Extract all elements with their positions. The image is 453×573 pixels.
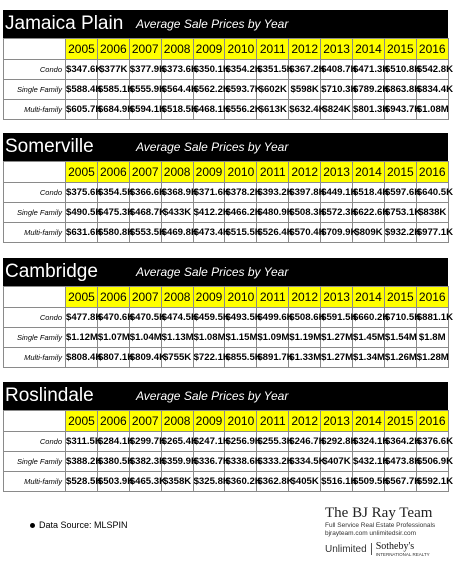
price-cell: $246.7K: [289, 432, 321, 452]
city-table-3: [3, 382, 453, 492]
price-cell: $469.8K: [161, 223, 193, 243]
price-cell: $1.09M: [257, 328, 289, 348]
price-cell: $943.7K: [384, 100, 416, 120]
price-grid: [3, 410, 453, 492]
year-header-row: [4, 287, 449, 308]
price-cell: $564.4K: [161, 80, 193, 100]
price-cell: $684.9K: [97, 100, 129, 120]
year-label: 2011: [257, 411, 289, 432]
year-label: 2015: [384, 411, 416, 432]
year-label: 2008: [161, 287, 193, 308]
price-cell: $333.2K: [257, 452, 289, 472]
row-label: Multi-family: [4, 223, 66, 243]
price-cell: $631.6K: [66, 223, 98, 243]
price-cell: $468.1K: [193, 100, 225, 120]
year-label: 2015: [384, 287, 416, 308]
row-label: Multi-family: [4, 348, 66, 368]
price-cell: $334.5K: [289, 452, 321, 472]
price-cell: $475.3K: [97, 203, 129, 223]
row-label: Multi-family: [4, 100, 66, 120]
price-cell: $640.5K: [416, 183, 448, 203]
bullet-icon: [30, 523, 35, 528]
price-cell: $528.5K: [66, 472, 98, 492]
price-cell: $1.27M: [321, 348, 353, 368]
city-table-1: [3, 133, 453, 243]
price-cell: $351.5K: [257, 60, 289, 80]
price-cell: $1.08M: [416, 100, 448, 120]
year-label: 2008: [161, 39, 193, 60]
year-label: 2007: [129, 162, 161, 183]
table-row: [4, 452, 449, 472]
corner-cell: [4, 162, 66, 183]
price-cell: $324.1K: [353, 432, 385, 452]
table-header: [3, 133, 448, 161]
year-label: 2012: [289, 411, 321, 432]
data-source-note: [30, 520, 128, 530]
price-cell: $881.1K: [416, 308, 448, 328]
price-cell: $556.2K: [225, 100, 257, 120]
price-cell: $408.7K: [321, 60, 353, 80]
price-cell: $373.6K: [161, 60, 193, 80]
year-label: 2013: [321, 411, 353, 432]
brand-sothebys-group: [376, 541, 430, 557]
price-cell: $1.08M: [193, 328, 225, 348]
price-cell: $807.1K: [97, 348, 129, 368]
row-label: Single Family: [4, 452, 66, 472]
price-cell: $292.8K: [321, 432, 353, 452]
price-cell: $1.04M: [129, 328, 161, 348]
table-row: [4, 223, 449, 243]
row-label: Condo: [4, 432, 66, 452]
price-cell: $499.6K: [257, 308, 289, 328]
price-cell: $572.3K: [321, 203, 353, 223]
price-cell: $433K: [161, 203, 193, 223]
price-cell: $824K: [321, 100, 353, 120]
price-cell: $622.6K: [353, 203, 385, 223]
price-cell: $588.4K: [66, 80, 98, 100]
city-table-0: [3, 10, 453, 120]
year-label: 2016: [416, 162, 448, 183]
price-cell: $362.8K: [257, 472, 289, 492]
year-label: 2013: [321, 287, 353, 308]
year-label: 2008: [161, 162, 193, 183]
price-cell: $284.1K: [97, 432, 129, 452]
year-label: 2005: [66, 287, 98, 308]
table-row: [4, 432, 449, 452]
price-cell: $508.6K: [289, 308, 321, 328]
price-grid: [3, 161, 453, 243]
price-cell: $477.8K: [66, 308, 98, 328]
price-cell: $412.2K: [193, 203, 225, 223]
table-row: [4, 328, 449, 348]
table-header: [3, 382, 448, 410]
price-cell: $580.8K: [97, 223, 129, 243]
year-label: 2011: [257, 162, 289, 183]
price-cell: $863.8K: [384, 80, 416, 100]
price-cell: $597.6K: [384, 183, 416, 203]
price-cell: $1.28M: [416, 348, 448, 368]
year-label: 2016: [416, 411, 448, 432]
city-title: Jamaica Plain: [5, 13, 124, 34]
year-label: 2014: [353, 162, 385, 183]
price-cell: $515.5K: [225, 223, 257, 243]
table-header: [3, 10, 448, 38]
price-cell: $855.5K: [225, 348, 257, 368]
price-cell: $388.2K: [66, 452, 98, 472]
year-label: 2013: [321, 39, 353, 60]
year-label: 2012: [289, 287, 321, 308]
year-label: 2015: [384, 39, 416, 60]
price-cell: $465.3K: [129, 472, 161, 492]
table-row: [4, 100, 449, 120]
price-cell: $506.9K: [416, 452, 448, 472]
year-header-row: [4, 39, 449, 60]
price-cell: $350.1K: [193, 60, 225, 80]
price-cell: $605.7K: [66, 100, 98, 120]
price-cell: $613K: [257, 100, 289, 120]
brand-divider: [371, 543, 372, 555]
table-row: [4, 203, 449, 223]
year-label: 2016: [416, 287, 448, 308]
price-cell: $256.9K: [225, 432, 257, 452]
price-cell: $809K: [353, 223, 385, 243]
table-row: [4, 472, 449, 492]
city-table-2: [3, 258, 453, 368]
corner-cell: [4, 39, 66, 60]
price-cell: $977.1K: [416, 223, 448, 243]
price-cell: $1.12M: [66, 328, 98, 348]
price-cell: $366.6K: [129, 183, 161, 203]
team-tagline: Full Service Real Estate Professionals: [325, 522, 436, 529]
year-label: 2010: [225, 39, 257, 60]
price-cell: $593.7K: [225, 80, 257, 100]
year-label: 2005: [66, 411, 98, 432]
price-cell: $508.3K: [289, 203, 321, 223]
price-cell: $1.07M: [97, 328, 129, 348]
table-row: [4, 80, 449, 100]
table-row: [4, 183, 449, 203]
price-cell: $397.8K: [289, 183, 321, 203]
brand-logo: [325, 505, 447, 557]
price-cell: $247.1K: [193, 432, 225, 452]
price-cell: $371.6K: [193, 183, 225, 203]
price-cell: $473.4K: [193, 223, 225, 243]
brokerage-brand: [325, 541, 447, 557]
price-cell: $336.7K: [193, 452, 225, 472]
price-cell: $592.1K: [416, 472, 448, 492]
price-cell: $1.19M: [289, 328, 321, 348]
year-label: 2009: [193, 39, 225, 60]
corner-cell: [4, 287, 66, 308]
city-title: Somerville: [5, 136, 94, 157]
price-cell: $1.33M: [289, 348, 321, 368]
price-cell: $518.5K: [161, 100, 193, 120]
price-cell: $526.4K: [257, 223, 289, 243]
price-cell: $377.9K: [129, 60, 161, 80]
table-header: [3, 258, 448, 286]
price-cell: $265.4K: [161, 432, 193, 452]
year-label: 2007: [129, 411, 161, 432]
year-label: 2012: [289, 162, 321, 183]
city-title: Cambridge: [5, 261, 98, 282]
price-cell: $710.5K: [384, 308, 416, 328]
price-cell: $407K: [321, 452, 353, 472]
price-cell: $1.54M: [384, 328, 416, 348]
row-label: Single Family: [4, 203, 66, 223]
year-header-row: [4, 162, 449, 183]
price-cell: $255.3K: [257, 432, 289, 452]
row-label: Single Family: [4, 328, 66, 348]
price-grid: [3, 286, 453, 368]
price-cell: $562.2K: [193, 80, 225, 100]
price-cell: $553.5K: [129, 223, 161, 243]
table-subtitle: Average Sale Prices by Year: [136, 17, 289, 31]
price-cell: $503.9K: [97, 472, 129, 492]
price-cell: $480.9K: [257, 203, 289, 223]
price-cell: $542.8K: [416, 60, 448, 80]
price-cell: $789.2K: [353, 80, 385, 100]
price-cell: $891.7K: [257, 348, 289, 368]
year-label: 2011: [257, 39, 289, 60]
price-cell: $1.26M: [384, 348, 416, 368]
table-row: [4, 348, 449, 368]
price-cell: $755K: [161, 348, 193, 368]
price-cell: $567.7K: [384, 472, 416, 492]
price-cell: $809.4K: [129, 348, 161, 368]
price-cell: $660.2K: [353, 308, 385, 328]
price-cell: $1.13M: [161, 328, 193, 348]
price-cell: $360.2K: [225, 472, 257, 492]
year-label: 2014: [353, 39, 385, 60]
row-label: Condo: [4, 183, 66, 203]
price-cell: $1.34M: [353, 348, 385, 368]
year-label: 2008: [161, 411, 193, 432]
price-cell: $378.2K: [225, 183, 257, 203]
price-cell: $338.6K: [225, 452, 257, 472]
price-cell: $382.3K: [129, 452, 161, 472]
price-cell: $1.27M: [321, 328, 353, 348]
year-label: 2014: [353, 411, 385, 432]
price-cell: $591.5K: [321, 308, 353, 328]
price-cell: $516.1K: [321, 472, 353, 492]
price-cell: $753.1K: [384, 203, 416, 223]
row-label: Single Family: [4, 80, 66, 100]
year-label: 2013: [321, 162, 353, 183]
price-cell: $468.7K: [129, 203, 161, 223]
year-label: 2007: [129, 39, 161, 60]
price-cell: $473.8K: [384, 452, 416, 472]
price-cell: $367.2K: [289, 60, 321, 80]
price-cell: $470.6K: [97, 308, 129, 328]
price-cell: $510.8K: [384, 60, 416, 80]
table-row: [4, 308, 449, 328]
year-label: 2010: [225, 411, 257, 432]
year-header-row: [4, 411, 449, 432]
year-label: 2005: [66, 39, 98, 60]
price-cell: $358K: [161, 472, 193, 492]
price-cell: $594.1K: [129, 100, 161, 120]
year-label: 2006: [97, 411, 129, 432]
price-cell: $449.1K: [321, 183, 353, 203]
data-source-text: Data Source: MLSPIN: [39, 520, 128, 530]
price-cell: $932.2K: [384, 223, 416, 243]
price-cell: $354.5K: [97, 183, 129, 203]
price-grid: [3, 38, 453, 120]
table-subtitle: Average Sale Prices by Year: [136, 265, 289, 279]
team-name: The BJ Ray Team: [325, 505, 433, 521]
year-label: 2006: [97, 287, 129, 308]
price-cell: $490.5K: [66, 203, 98, 223]
price-cell: $466.2K: [225, 203, 257, 223]
brand-unlimited: Unlimited: [325, 543, 367, 555]
row-label: Multi-family: [4, 472, 66, 492]
price-cell: $459.5K: [193, 308, 225, 328]
price-cell: $471.3K: [353, 60, 385, 80]
price-cell: $376.6K: [416, 432, 448, 452]
row-label: Condo: [4, 60, 66, 80]
price-cell: $311.5K: [66, 432, 98, 452]
year-label: 2010: [225, 162, 257, 183]
price-cell: $555.9K: [129, 80, 161, 100]
city-title: Roslindale: [5, 385, 94, 406]
year-label: 2007: [129, 287, 161, 308]
price-cell: $474.5K: [161, 308, 193, 328]
price-cell: $1.8M: [416, 328, 448, 348]
price-cell: $377K: [97, 60, 129, 80]
price-cell: $470.5K: [129, 308, 161, 328]
year-label: 2009: [193, 287, 225, 308]
price-cell: $710.3K: [321, 80, 353, 100]
year-label: 2014: [353, 287, 385, 308]
price-cell: $518.4K: [353, 183, 385, 203]
price-cell: $570.4K: [289, 223, 321, 243]
price-cell: $585.1K: [97, 80, 129, 100]
year-label: 2005: [66, 162, 98, 183]
price-cell: $632.4K: [289, 100, 321, 120]
team-urls: bjrayteam.com unlimitedsir.com: [325, 530, 417, 537]
table-subtitle: Average Sale Prices by Year: [136, 389, 289, 403]
price-cell: $602K: [257, 80, 289, 100]
price-cell: $808.4K: [66, 348, 98, 368]
year-label: 2011: [257, 287, 289, 308]
year-label: 2009: [193, 162, 225, 183]
price-cell: $405K: [289, 472, 321, 492]
brand-sothebys-sub: INTERNATIONAL REALTY: [375, 552, 430, 557]
price-cell: $347.6K: [66, 60, 98, 80]
price-cell: $354.2K: [225, 60, 257, 80]
price-cell: $375.6K: [66, 183, 98, 203]
year-label: 2016: [416, 39, 448, 60]
price-cell: $722.1K: [193, 348, 225, 368]
price-cell: $598K: [289, 80, 321, 100]
price-cell: $380.5K: [97, 452, 129, 472]
table-subtitle: Average Sale Prices by Year: [136, 140, 289, 154]
price-cell: $838K: [416, 203, 448, 223]
year-label: 2006: [97, 162, 129, 183]
price-cell: $325.8K: [193, 472, 225, 492]
price-cell: $709.9K: [321, 223, 353, 243]
brand-sothebys: Sotheby's: [375, 541, 415, 552]
price-cell: $1.15M: [225, 328, 257, 348]
year-label: 2010: [225, 287, 257, 308]
corner-cell: [4, 411, 66, 432]
table-row: [4, 60, 449, 80]
price-cell: $368.9K: [161, 183, 193, 203]
year-label: 2006: [97, 39, 129, 60]
price-cell: $801.3K: [353, 100, 385, 120]
row-label: Condo: [4, 308, 66, 328]
price-cell: $834.4K: [416, 80, 448, 100]
price-cell: $359.9K: [161, 452, 193, 472]
price-cell: $364.2K: [384, 432, 416, 452]
year-label: 2009: [193, 411, 225, 432]
year-label: 2012: [289, 39, 321, 60]
price-cell: $299.7K: [129, 432, 161, 452]
price-cell: $1.45M: [353, 328, 385, 348]
price-cell: $509.5K: [353, 472, 385, 492]
price-cell: $393.2K: [257, 183, 289, 203]
year-label: 2015: [384, 162, 416, 183]
price-cell: $432.1K: [353, 452, 385, 472]
price-cell: $493.5K: [225, 308, 257, 328]
